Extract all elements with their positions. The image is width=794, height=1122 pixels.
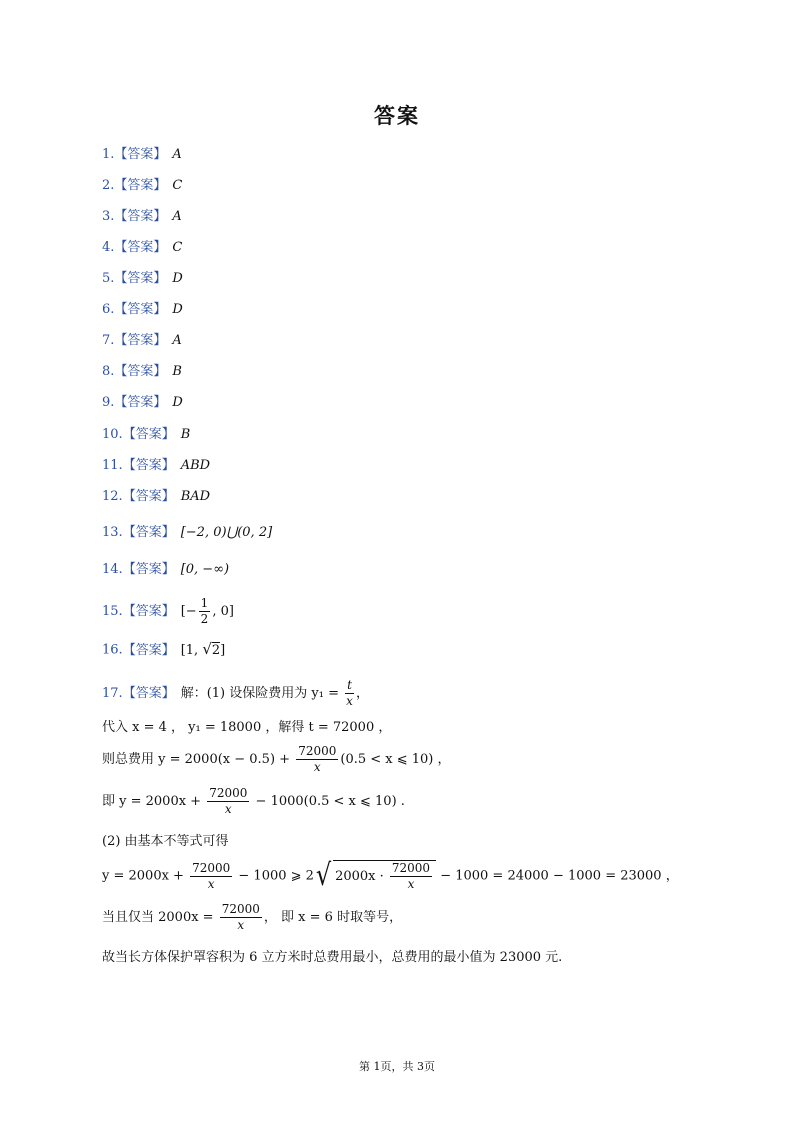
- answer-tag: 【答案】: [114, 240, 167, 255]
- answer-tag: 【答案】: [122, 604, 175, 619]
- answer-tag: 【答案】: [122, 562, 175, 577]
- q17-l3-fraction: $\frac{72000}{x}$: [298, 744, 337, 774]
- answer-row-12: [102, 488, 210, 506]
- answer-fraction: $\frac{1}{2}$: [200, 596, 209, 626]
- answer-tag: 【答案】: [114, 395, 167, 410]
- answer-number: 9.: [102, 395, 115, 410]
- answer-number: 6.: [102, 302, 115, 317]
- answer-number: 5.: [102, 271, 115, 286]
- answer-number: 13.: [102, 525, 123, 540]
- q17-sqrt: √ 2000x · $\frac{72000}{x}$: [314, 860, 436, 892]
- q17-answer-tag: 【答案】: [122, 686, 175, 701]
- answer-number: 3.: [102, 209, 115, 224]
- answer-tag: 【答案】: [114, 302, 167, 317]
- answer-value: A: [172, 209, 182, 224]
- answer-value: [− $\frac{1}{2}$ , 0]: [180, 596, 234, 626]
- answer-value: BAD: [180, 489, 211, 504]
- answer-tag: 【答案】: [114, 209, 167, 224]
- answer-value: D: [172, 271, 183, 286]
- answer-tag: 【答案】: [114, 147, 167, 162]
- answer-sqrt: √2: [202, 640, 221, 658]
- answer-value: D: [172, 395, 183, 410]
- q17-l1-text: 解：(1) 设保险费用为 y₁ =: [180, 686, 344, 701]
- answer-number: 16.: [102, 642, 123, 658]
- answer-tag: 【答案】: [122, 489, 175, 504]
- answer-row-8: [102, 363, 182, 381]
- q17-l4-fraction: $\frac{72000}{x}$: [209, 786, 248, 816]
- answer-row-11: [102, 457, 210, 475]
- q17-line-2: 代入 x = 4 ， y₁ = 18000 ，解得 t = 72000 ，: [102, 720, 392, 735]
- q17-line-3: 则总费用 y = 2000(x − 0.5) + $\frac{72000}{x}$ (0.5 < x ⩽ 10) ，: [102, 744, 451, 774]
- answer-row-2: [102, 177, 182, 195]
- answer-value: C: [172, 178, 183, 193]
- answer-tag: 【答案】: [114, 364, 167, 379]
- answer-row-14: [102, 561, 229, 579]
- q17-l1-fraction: $\frac{t}{x}$: [346, 678, 353, 708]
- answer-number: 7.: [102, 333, 115, 348]
- answer-tag: 【答案】: [122, 525, 175, 540]
- answer-row-4: [102, 239, 182, 257]
- answer-value: A: [172, 333, 182, 348]
- answer-row-10: [102, 426, 190, 444]
- q17-l6-fraction: $\frac{72000}{x}$: [192, 860, 231, 891]
- answer-row-5: [102, 270, 183, 288]
- answer-number: 8.: [102, 364, 115, 379]
- page-title: 答案: [374, 103, 420, 128]
- answer-value: [−2, 0)⋃(0, 2]: [180, 525, 273, 540]
- answer-number: 4.: [102, 240, 115, 255]
- answer-value: [1, √2]: [180, 640, 226, 658]
- answer-value: A: [172, 147, 182, 162]
- q17-line-7: 当且仅当 2000x = $\frac{72000}{x}$ ， 即 x = 6 时取等号，: [102, 902, 403, 932]
- answer-number: 10.: [102, 427, 123, 442]
- answer-row-9: [102, 394, 183, 412]
- q17-line-8: 故当长方体保护罩容积为 6 立方米时总费用最小，总费用的最小值为 23000 元.: [102, 950, 563, 965]
- answer-tag: 【答案】: [122, 458, 175, 473]
- answer-row-15: [102, 596, 234, 627]
- answer-number: 1.: [102, 147, 115, 162]
- answer-row-7: [102, 332, 182, 350]
- answer-value: B: [180, 427, 191, 442]
- answer-number: 14.: [102, 562, 123, 577]
- q17-line-4: 即 y = 2000x + $\frac{72000}{x}$ − 1000(0.5 < x ⩽ 10) .: [102, 786, 405, 816]
- answer-tag: 【答案】: [122, 427, 175, 442]
- q17-l7-fraction: $\frac{72000}{x}$: [221, 902, 260, 932]
- answer-value: ABD: [180, 458, 211, 473]
- page-footer: 第 1页，共 3页: [359, 1060, 435, 1073]
- answer-row-6: [102, 301, 183, 319]
- answer-value: C: [172, 240, 183, 255]
- answer-row-16: [102, 640, 225, 660]
- answer-number: 2.: [102, 178, 115, 193]
- answer-value: [0, −∞): [180, 562, 230, 577]
- answer-tag: 【答案】: [122, 642, 175, 658]
- answer-row-1: [102, 146, 182, 164]
- answer-number: 11.: [102, 458, 123, 473]
- answer-row-3: [102, 208, 182, 226]
- answer-value: D: [172, 302, 183, 317]
- answer-number: 12.: [102, 489, 123, 504]
- q17-number: 17.: [102, 686, 123, 701]
- answer-tag: 【答案】: [114, 178, 167, 193]
- answer-row-13: [102, 524, 272, 542]
- answer-tag: 【答案】: [114, 271, 167, 286]
- q17-line-1: 17.【答案】 解：(1) 设保险费用为 y₁ = $\frac{t}{x}$ ，: [102, 678, 369, 708]
- answer-number: 15.: [102, 604, 123, 619]
- answer-tag: 【答案】: [114, 333, 167, 348]
- answer-value: B: [172, 364, 182, 379]
- q17-line-5: (2) 由基本不等式可得: [102, 834, 229, 849]
- q17-line-6: y = 2000x + $\frac{72000}{x}$ − 1000 ⩾ 2√ 2000x · $\frac{72000}{x}$ − 1000 = 24000 − 1000 = 23000 ，: [102, 858, 679, 893]
